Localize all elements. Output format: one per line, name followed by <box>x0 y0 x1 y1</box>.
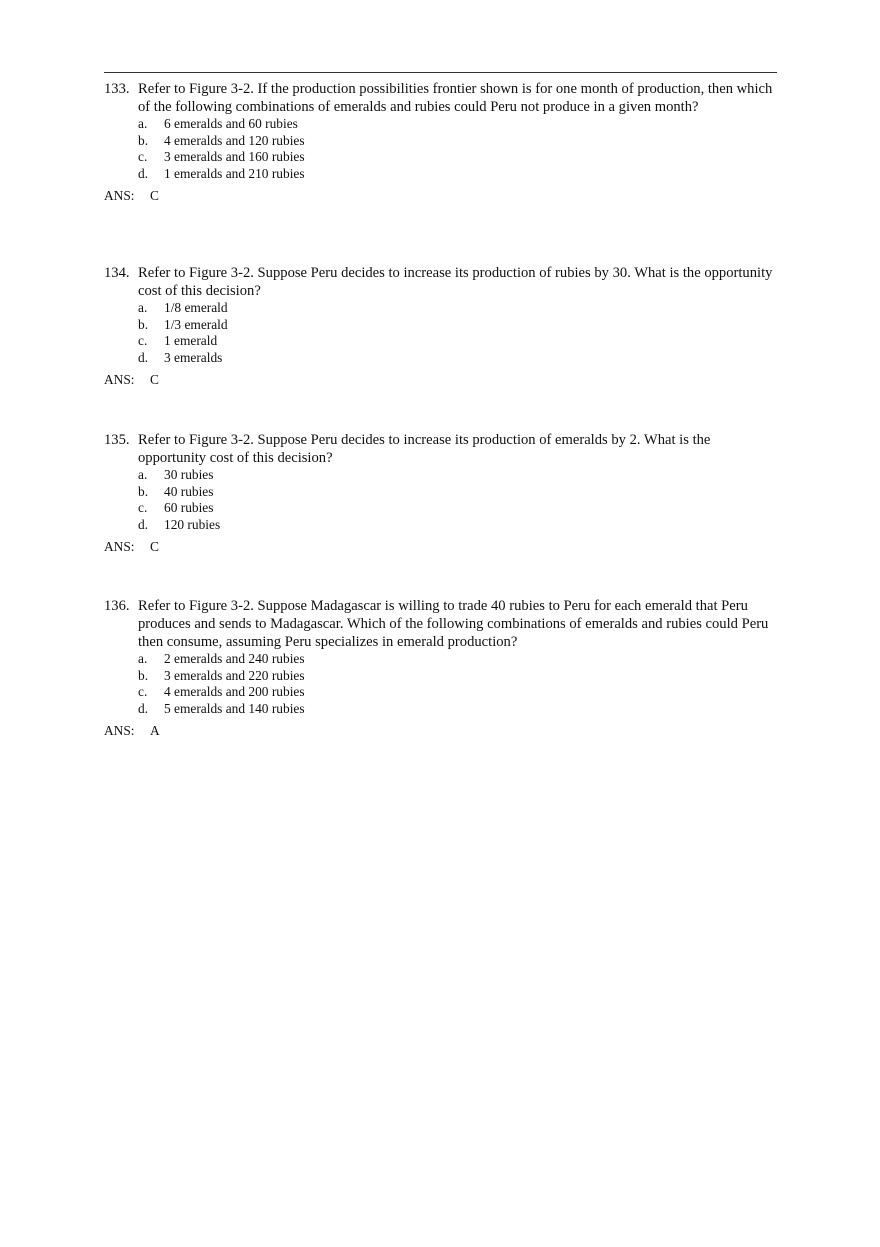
choice-text: 4 emeralds and 120 rubies <box>164 132 305 148</box>
choice-list <box>104 651 774 717</box>
choice-text: 1 emeralds and 210 rubies <box>164 165 305 181</box>
question-stem <box>104 597 774 651</box>
question-136 <box>104 597 774 739</box>
answer-line <box>104 723 774 739</box>
choice-text: 120 rubies <box>164 516 221 532</box>
choice-letter: a. <box>138 467 148 482</box>
choice-letter: a. <box>138 116 148 131</box>
choice-text: 30 rubies <box>164 467 214 482</box>
answer-label: ANS: <box>104 723 135 738</box>
choice-text: 6 emeralds and 60 rubies <box>164 116 298 131</box>
choice-text: 1 emerald <box>164 333 218 348</box>
choice-b <box>138 484 774 501</box>
question-text: Refer to Figure 3-2. Suppose Peru decides to increase its production of rubies by 30. What is the opportunity cost of this decision? <box>138 265 773 299</box>
choice-letter: d. <box>138 700 149 716</box>
answer-line <box>104 188 774 204</box>
choice-a <box>138 300 774 317</box>
choice-text: 3 emeralds <box>164 349 223 365</box>
answer-line <box>104 372 774 388</box>
answer-line <box>104 539 774 555</box>
choice-letter: b. <box>138 483 149 499</box>
choice-letter: c. <box>138 500 148 515</box>
question-text: Refer to Figure 3-2. Suppose Peru decides to increase its production of emeralds by 2. What is the opportunity cost of this decision? <box>138 432 711 466</box>
answer-value: C <box>150 539 159 554</box>
choice-letter: c. <box>138 684 148 699</box>
question-text: Refer to Figure 3-2. If the production possibilities frontier shown is for one month of production, then which of the following combinations of emeralds and rubies could Peru not produce in a given month? <box>138 81 773 115</box>
choice-letter: b. <box>138 316 149 332</box>
answer-label: ANS: <box>104 539 135 554</box>
choice-d <box>138 166 774 183</box>
choice-letter: c. <box>138 149 148 164</box>
question-stem <box>104 264 774 300</box>
choice-c <box>138 149 774 166</box>
question-number: 135. <box>104 432 130 448</box>
question-number: 136. <box>104 598 130 614</box>
question-text: Refer to Figure 3-2. Suppose Madagascar is willing to trade 40 rubies to Peru for each emerald that Peru produces and sends to Madagascar. Which of the following combinations of emeralds and rubies could Peru then consume, assuming Peru specializes in emerald production? <box>138 598 769 650</box>
top-divider <box>104 72 777 73</box>
answer-label: ANS: <box>104 372 135 387</box>
choice-letter: d. <box>138 165 149 181</box>
choice-a <box>138 651 774 668</box>
question-stem <box>104 431 774 467</box>
answer-value: C <box>150 372 159 387</box>
question-stem <box>104 80 774 116</box>
choice-text: 60 rubies <box>164 500 214 515</box>
choice-letter: a. <box>138 300 148 315</box>
choice-c <box>138 684 774 701</box>
choice-d <box>138 350 774 367</box>
choice-letter: a. <box>138 651 148 666</box>
choice-d <box>138 701 774 718</box>
choice-c <box>138 500 774 517</box>
question-134 <box>104 264 774 388</box>
choice-letter: d. <box>138 516 149 532</box>
choice-text: 3 emeralds and 160 rubies <box>164 149 305 164</box>
answer-value: C <box>150 188 159 203</box>
choice-d <box>138 517 774 534</box>
choice-text: 2 emeralds and 240 rubies <box>164 651 305 666</box>
choice-text: 1/3 emerald <box>164 316 228 332</box>
choice-b <box>138 668 774 685</box>
answer-label: ANS: <box>104 188 135 203</box>
choice-letter: d. <box>138 349 149 365</box>
question-135 <box>104 431 774 555</box>
choice-a <box>138 467 774 484</box>
choice-list <box>104 300 774 366</box>
choice-b <box>138 133 774 150</box>
choice-text: 3 emeralds and 220 rubies <box>164 667 305 683</box>
choice-text: 5 emeralds and 140 rubies <box>164 700 305 716</box>
choice-text: 1/8 emerald <box>164 300 228 315</box>
choice-list <box>104 467 774 533</box>
question-number: 133. <box>104 81 130 97</box>
choice-a <box>138 116 774 133</box>
choice-text: 4 emeralds and 200 rubies <box>164 684 305 699</box>
choice-list <box>104 116 774 182</box>
question-133 <box>104 80 774 204</box>
choice-letter: b. <box>138 132 149 148</box>
choice-letter: b. <box>138 667 149 683</box>
choice-b <box>138 317 774 334</box>
choice-text: 40 rubies <box>164 483 214 499</box>
question-number: 134. <box>104 265 130 281</box>
answer-value: A <box>150 723 160 738</box>
choice-letter: c. <box>138 333 148 348</box>
choice-c <box>138 333 774 350</box>
